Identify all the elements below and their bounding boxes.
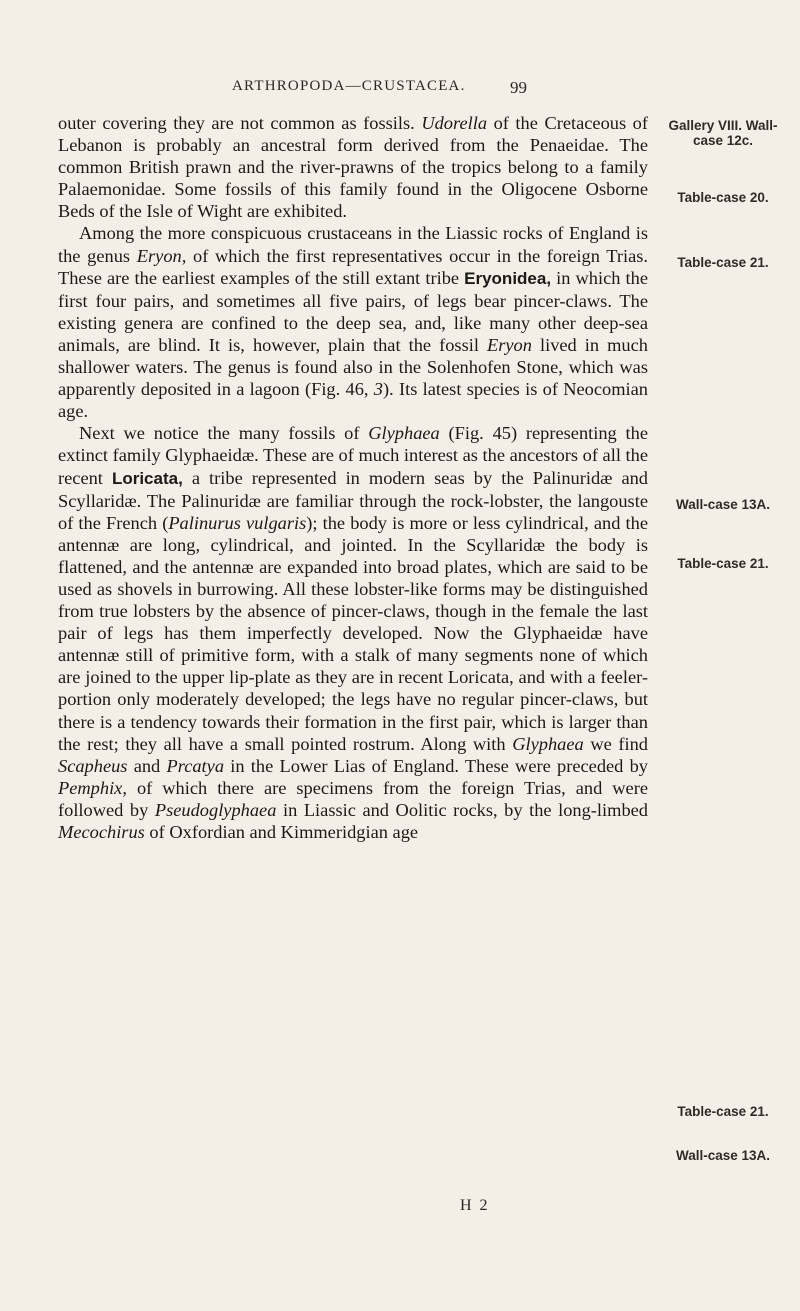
genus-name: Eryon,	[136, 245, 187, 266]
paragraph-3	[58, 422, 648, 843]
page-number: 99	[510, 78, 527, 97]
genus-name: Udorella	[421, 113, 488, 133]
genus-name: Pseudoglyphaea	[154, 799, 277, 820]
tribe-name: Eryonidea,	[464, 268, 552, 288]
genus-name: Eryon	[486, 334, 532, 355]
margin-note-gallery: Gallery VIII. Wall-case 12c.	[668, 118, 778, 148]
genus-name: Prcatya	[166, 755, 225, 776]
genus-name: Glyphaea	[368, 423, 440, 444]
text-run: in Liassic and Oolitic rocks, by the long-limbed	[276, 799, 648, 820]
text-run: ); the body is more or less cylindrical, and the antennæ are long, cylindrical, and jointed. In the Scyllaridæ the body is flattened, and the antennæ are expanded into broad plates, which are said to be used as shovels in burrowing. All these lobster-like forms may be distinguished from true lobsters by the absence of pincer-claws, though in the female the last pair of legs has them imperfectly developed. Now the Glyphaeidæ have antennæ still of primitive form, with a stalk of many segments none of which are joined to the upper lip-plate as they are in recent Loricata, and with a feeler-portion only moderately developed; the legs have no regular pincer-claws, but there is a tendency towards their formation in the first pair, which is larger than the rest; they all have a small pointed rostrum. Along with	[58, 512, 648, 754]
text-run: outer covering they are not common as fossils.	[58, 113, 422, 133]
text-run: lived in much shallower waters. The genus is found also in the Solenhofen Stone, which was apparently deposited in a lagoon (Fig. 46,	[58, 334, 648, 400]
genus-name: Pemphix,	[58, 777, 127, 798]
figure-part-ref: 3	[373, 379, 383, 400]
text-run: of which the first representatives occur in the foreign Trias. These are the earliest examples of the still extant tribe	[58, 245, 648, 288]
text-run: a tribe represented in modern seas by the Palinuridæ and Scyllaridæ. The Palinuridæ are familiar through the rock-lobster, the langouste of the French (	[58, 467, 648, 533]
margin-note-table-case: Table-case 21.	[677, 556, 769, 571]
margin-note-table-case: Table-case 21.	[677, 255, 769, 270]
margin-note-table-case: Table-case 21.	[677, 1104, 769, 1119]
tribe-name: Loricata,	[111, 468, 183, 488]
text-run: ). Its latest species is of Neocomian age.	[58, 379, 648, 422]
signature-mark: H 2	[460, 1197, 490, 1214]
genus-name: Mecochirus	[58, 822, 145, 842]
text-run: of Oxfordian and Kimmeridgian age	[144, 822, 419, 842]
species-name: Palinurus vulgaris	[168, 512, 307, 533]
text-run: Among the more conspicuous crustaceans in the Liassic rocks of England is the genus	[58, 223, 648, 266]
paragraph-2	[58, 222, 648, 422]
margin-note-wall-case: Wall-case 13A.	[675, 1148, 771, 1163]
margin-note-table-case: Table-case 20.	[677, 190, 769, 205]
paragraph-1	[58, 112, 648, 222]
page-header	[0, 78, 800, 106]
text-run: we find	[583, 733, 649, 754]
genus-name: Glyphaea	[512, 733, 584, 754]
text-run: (Fig. 45) representing the extinct family Glyphaeidæ. These are of much interest as the ancestors of all the recent	[58, 423, 649, 488]
margin-note-wall-case: Wall-case 13A.	[675, 497, 771, 512]
running-head: ARTHROPODA—CRUSTACEA.	[232, 78, 466, 94]
text-run: in which the first four pairs, and sometimes all five pairs, of legs bear pincer-claws. The existing genera are confined to the deep sea, and, like many other deep-sea animals, are blind. It is, however, plain that the fossil	[58, 267, 648, 355]
text-run: of which there are specimens from the foreign Trias, and were followed by	[58, 777, 648, 820]
text-run: Next we notice the many fossils of	[79, 423, 369, 444]
text-run: in the Lower Lias of England. These were preceded by	[224, 755, 648, 776]
text-run: and	[127, 755, 167, 776]
body-text	[58, 112, 648, 843]
text-run: of the Cretaceous of Lebanon is probably an ancestral form derived from the Penaeidae. The common British prawn and the river-prawns of the tropics belong to a family Palaemonidae. Some fossils of this family found in the Oligocene Osborne Beds of the Isle of Wight are exhibited.	[58, 113, 648, 222]
genus-name: Scapheus	[58, 755, 128, 776]
